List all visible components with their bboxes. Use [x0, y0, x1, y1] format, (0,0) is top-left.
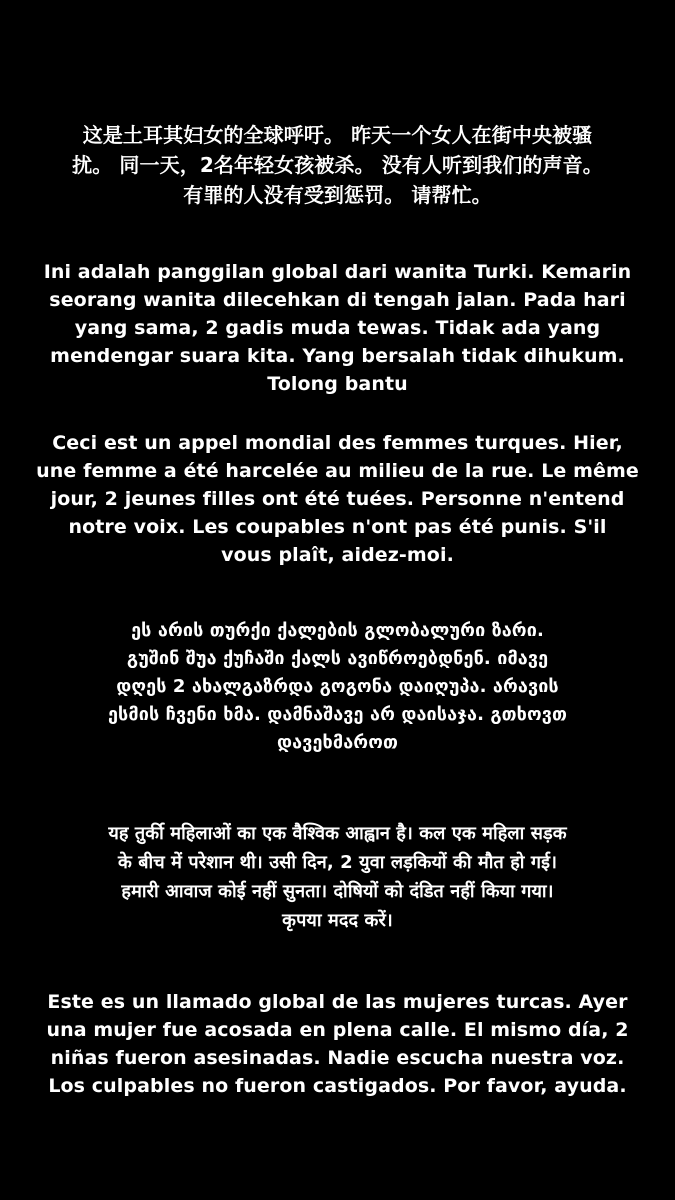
paragraph-hindi: यह तुर्की महिलाओं का एक वैश्विक आह्वान है। कल एक महिला सड़क के बीच में परेशान थी। उसी दिन, 2 युवा लड़कियों की मौत हो गई। हमारी आवाज कोई नहीं सुनता। दोषियों को दंडित नहीं किया गया। कृपया मदद करें। [108, 823, 567, 931]
paragraph-georgian: ეს არის თურქი ქალების გლობალური ზარი. გუშინ შუა ქუჩაში ქალს ავიწროებდნენ. იმავე დღეს 2 ახალგაზრდა გოგონა დაიღუპა. არავის ესმის ჩვენი ხმა. დამნაშავე არ დაისაჯა. გთხოვთ დავეხმაროთ [107, 620, 568, 753]
paragraph-spanish: Este es un llamado global de las mujeres turcas. Ayer una mujer fue acosada en plena calle. El mismo día, 2 niñas fueron asesinadas. Nadie escucha nuestra voz. Los culpables no fueron castigados. Por favor, ayuda. [46, 991, 629, 1097]
paragraph-chinese: 这是土耳其妇女的全球呼吁。 昨天一个女人在街中央被骚 扰。 同一天，2名年轻女孩被杀。 没有人听到我们的声音。 有罪的人没有受到惩罚。 请帮忙。 [72, 123, 603, 207]
paragraph-indonesian: Ini adalah panggilan global dari wanita Turki. Kemarin seorang wanita dilecehkan di tengah jalan. Pada hari yang sama, 2 gadis muda tewas. Tidak ada yang mendengar suara kita. Yang bersalah tidak dihukum. Tolong bantu [43, 261, 632, 395]
paragraph-french: Ceci est un appel mondial des femmes turques. Hier, une femme a été harcelée au milieu de la rue. Le même jour, 2 jeunes filles ont été tuées. Personne n'entend notre voix. Les coupables n'ont pas été punis. S'il vous plaît, aidez-moi. [36, 432, 639, 566]
